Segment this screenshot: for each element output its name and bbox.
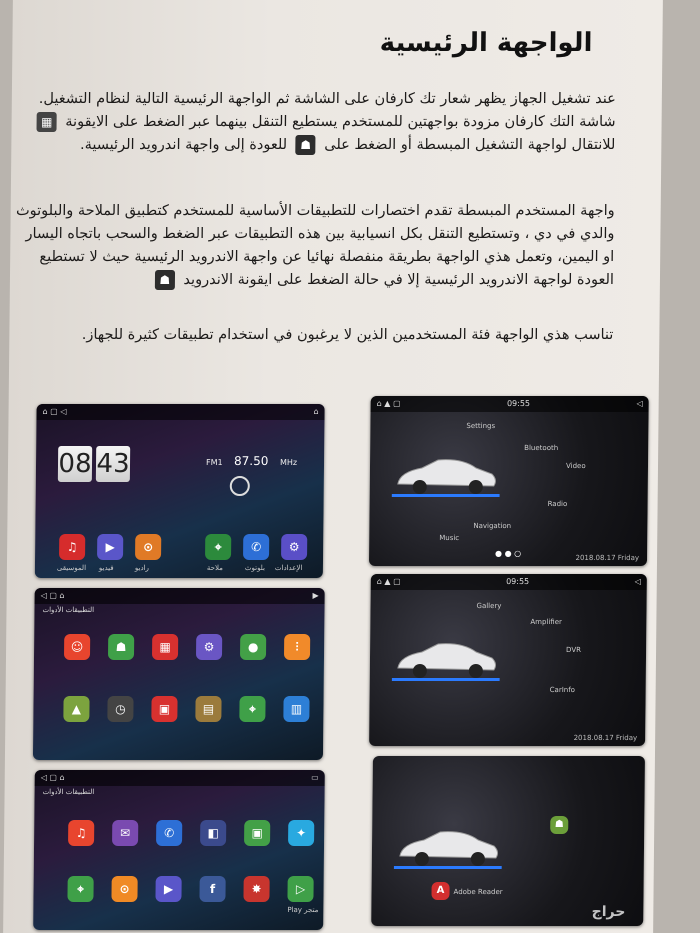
- menu-item[interactable]: Navigation: [473, 522, 512, 530]
- status-bar: ◁ ▢ ⌂ ▶: [35, 588, 325, 604]
- date-label: 2018.08.17 Friday: [575, 554, 640, 562]
- intro-line-3: للانتقال لواجهة التشغيل المبسطة أو الضغط على ☗ للعودة إلى واجهة اندرويد الرئيسية.: [79, 137, 616, 153]
- app-icon[interactable]: ▣: [244, 820, 270, 846]
- simple-ui-paragraph: واجهة المستخدم المبسطة تقدم اختصارات للتطبيقات الأساسية للمستخدم كتطبيق الملاحة والبلوتوث والدي في دي ، وتستطيع التنقل بكل انسيابية بين هذه التطبيقات عبر الضغط والسحب باتجاه اليسار او اليمين، وتعمل هذي الواجهة بطريقة منفصلة نهائيا عن واجهة الاندرويد الرئيسية حيث لا تستطيع العودة لواجهة الاندرويد الرئيسية إلا في حالة الضغط على ايقونة الاندرويد ☗: [15, 203, 615, 288]
- android-icon[interactable]: ☗: [550, 816, 568, 834]
- app-label: الموسيقى: [56, 564, 87, 572]
- drawer-tabs[interactable]: التطبيقات الأدوات: [42, 606, 95, 614]
- android-icon: ☗: [296, 135, 316, 155]
- menu-item[interactable]: Settings: [466, 422, 496, 430]
- status-bar: ◁ ▢ ⌂ ▭: [35, 770, 325, 786]
- intro-line-2: شاشة التك كارفان مزودة بواجهتين للمستخدم يستطيع التنقل بينهما عبر الضغط على الايقونة ▦: [15, 111, 615, 134]
- play-store-icon[interactable]: ▷: [287, 876, 313, 902]
- android-apps-screenshot-2: [33, 770, 325, 930]
- app-icon[interactable]: ⫶: [284, 634, 310, 660]
- settings-app-icon[interactable]: ⚙: [281, 534, 307, 560]
- app-icon[interactable]: ⚙: [196, 634, 222, 660]
- simple-ui-screenshot-3: [371, 756, 645, 926]
- video-app-icon[interactable]: ▶: [97, 534, 123, 560]
- app-label: Play متجر: [287, 906, 319, 914]
- menu-item[interactable]: Amplifier: [530, 618, 562, 626]
- radio-unit: MHz: [279, 458, 298, 467]
- bluetooth-app-icon[interactable]: ✆: [243, 534, 269, 560]
- intro-line-1: عند تشغيل الجهاز يظهر شعار تك كارفان على الشاشة ثم الواجهة الرئيسية التالية لنظام التشغيل.: [38, 91, 616, 107]
- app-label: راديو: [134, 564, 149, 572]
- menu-item[interactable]: Radio: [547, 500, 568, 508]
- clock-hour: 08: [58, 446, 92, 482]
- drawer-tabs[interactable]: التطبيقات الأدوات: [42, 788, 95, 796]
- radio-app-icon[interactable]: ⊙: [135, 534, 161, 560]
- switch-ui-icon: ▦: [37, 112, 57, 132]
- app-icon[interactable]: ✉: [112, 820, 138, 846]
- clock-minute: 43: [96, 446, 130, 482]
- app-icon[interactable]: ⌖: [239, 696, 265, 722]
- menu-item[interactable]: Adobe Reader: [453, 888, 503, 896]
- app-icon[interactable]: ⊙: [111, 876, 137, 902]
- simple-ui-screenshot-2: [369, 574, 647, 746]
- app-icon[interactable]: ✦: [288, 820, 314, 846]
- android-icon: ☗: [155, 270, 175, 290]
- app-icon[interactable]: ▦: [152, 634, 178, 660]
- app-icon[interactable]: ◷: [107, 696, 133, 722]
- car-image: [392, 638, 500, 682]
- menu-item[interactable]: Music: [439, 534, 460, 542]
- app-icon[interactable]: ◧: [200, 820, 226, 846]
- simple-ui-screenshot-1: [369, 396, 649, 566]
- watermark: حراج: [591, 904, 626, 920]
- app-icon[interactable]: ●: [240, 634, 266, 660]
- menu-item[interactable]: CarInfo: [549, 686, 576, 694]
- car-image: [394, 826, 502, 870]
- app-label: الإعدادات: [274, 564, 303, 572]
- app-icon[interactable]: ▥: [283, 696, 309, 722]
- radio-band: FM1: [205, 458, 223, 467]
- app-icon[interactable]: ▤: [195, 696, 221, 722]
- music-app-icon[interactable]: ♫: [59, 534, 85, 560]
- navigation-app-icon[interactable]: ⌖: [205, 534, 231, 560]
- app-icon[interactable]: ✸: [243, 876, 269, 902]
- intro-paragraph: [15, 88, 616, 157]
- menu-item[interactable]: Gallery: [476, 602, 502, 610]
- date-label: 2018.08.17 Friday: [573, 734, 638, 742]
- status-bar: ⌂ ▲ ▢ 09:55 ◁: [371, 574, 647, 590]
- android-apps-screenshot-1: [33, 588, 325, 760]
- radio-frequency: 87.50: [233, 454, 269, 468]
- app-icon[interactable]: f: [199, 876, 225, 902]
- app-icon[interactable]: ☺: [64, 634, 90, 660]
- status-bar: ⌂ ▢ ◁ ⌂: [36, 404, 324, 420]
- app-label: فيديو: [98, 564, 114, 572]
- app-label: ملاحة: [206, 564, 223, 572]
- page-dots: ● ● ○: [495, 549, 522, 558]
- app-icon[interactable]: ✆: [156, 820, 182, 846]
- power-icon[interactable]: [230, 476, 250, 496]
- car-image: [392, 454, 500, 498]
- status-bar: ⌂ ▲ ▢ 09:55 ◁: [371, 396, 649, 412]
- page-title: الواجهة الرئيسية: [379, 28, 593, 58]
- audience-paragraph: تناسب هذي الواجهة فئة المستخدمين الذين لا يرغبون في استخدام تطبيقات كثيرة للجهاز.: [81, 327, 614, 343]
- app-icon[interactable]: ▶: [155, 876, 181, 902]
- adobe-reader-icon[interactable]: A: [431, 882, 449, 900]
- app-icon[interactable]: ♫: [68, 820, 94, 846]
- app-icon[interactable]: ⌖: [67, 876, 93, 902]
- menu-item[interactable]: DVR: [566, 646, 582, 654]
- android-home-screenshot: [35, 404, 325, 578]
- menu-item[interactable]: Bluetooth: [524, 444, 559, 452]
- app-icon[interactable]: ▣: [151, 696, 177, 722]
- app-icon[interactable]: ▲: [63, 696, 89, 722]
- app-label: بلوتوث: [244, 564, 266, 572]
- app-icon[interactable]: ☗: [108, 634, 134, 660]
- manual-page: [3, 0, 663, 933]
- menu-item[interactable]: Video: [565, 462, 586, 470]
